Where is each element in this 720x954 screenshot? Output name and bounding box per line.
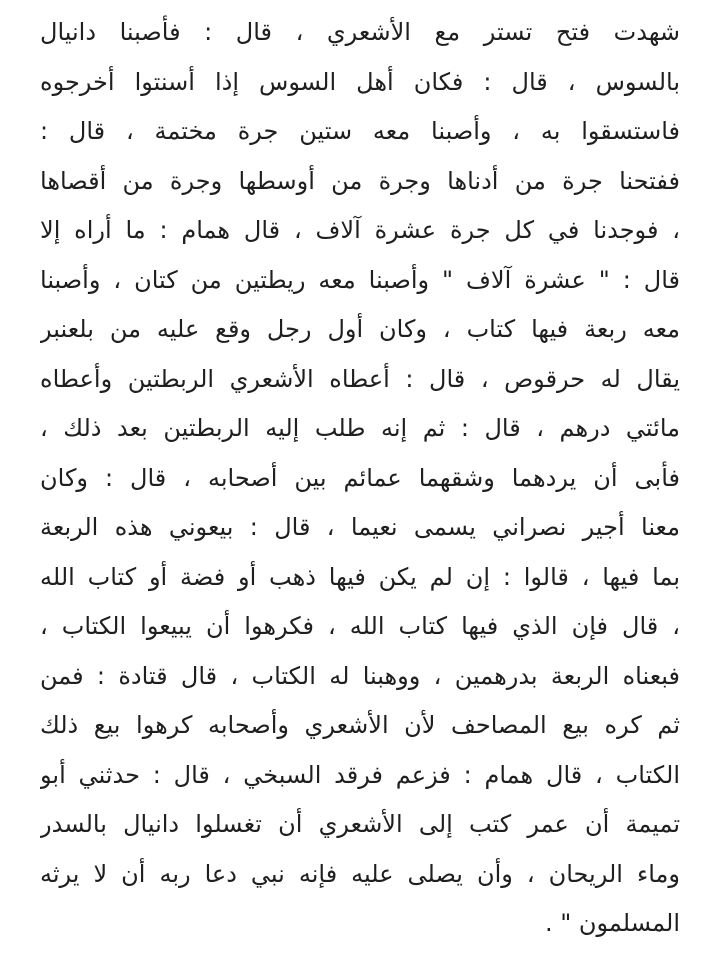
text-line-3: فاستسقوا به ، وأصبنا معه ستين جرة مختمة ، قال :: [40, 117, 680, 145]
text-line-12: بما فيها ، قالوا : إن لم يكن فيها ذهب أو فضة أو كتاب الله: [40, 562, 680, 591]
text-line-14: فبعناه الربعة بدرهمين ، ووهبنا له الكتاب ، قال قتادة : فمن: [40, 661, 680, 690]
text-line-19: المسلمون " .: [544, 909, 680, 937]
text-line-9: مائتي درهم ، قال : ثم إنه طلب إليه الربطتين بعد ذلك ،: [40, 414, 680, 442]
text-line-11: معنا أجير نصراني يسمى نعيما ، قال : بيعوني هذه الربعة: [40, 513, 680, 541]
text-line-2: بالسوس ، قال : فكان أهل السوس إذا أسنتوا أخرجوه: [40, 67, 680, 96]
text-line-13: ، قال فإن الذي فيها كتاب الله ، فكرهوا أن يبيعوا الكتاب ،: [40, 612, 680, 640]
text-line-6: قال : " عشرة آلاف " وأصبنا معه ريطتين من كتان ، وأصبنا: [40, 265, 680, 294]
text-line-1: شهدت فتح تستر مع الأشعري ، قال : فأصبنا دانيال: [40, 18, 680, 46]
text-line-8: يقال له حرقوص ، قال : أعطاه الأشعري الربطتين وأعطاه: [40, 364, 680, 393]
text-line-17: تميمة أن عمر كتب إلى الأشعري أن تغسلوا دانيال بالسدر: [40, 810, 680, 838]
text-line-4: ففتحنا جرة من أدناها وجرة من أوسطها وجرة من أقصاها: [40, 166, 680, 195]
text-line-10: فأبى أن يردهما وشقهما عمائم بين أصحابه ، قال : وكان: [40, 463, 680, 492]
text-line-7: معه ربعة فيها كتاب ، وكان أول رجل وقع عليه من بلعنبر: [40, 315, 680, 343]
arabic-text-block: [40, 8, 680, 949]
text-line-5: ، فوجدنا في كل جرة عشرة آلاف ، قال همام : ما أراه إلا: [40, 216, 680, 244]
text-line-16: الكتاب ، قال همام : فزعم فرقد السبخي ، قال : حدثني أبو: [40, 760, 680, 789]
text-line-18: وماء الريحان ، وأن يصلى عليه فإنه نبي دعا ربه أن لا يرثه: [40, 859, 680, 888]
text-line-15: ثم كره بيع المصاحف لأن الأشعري وأصحابه كرهوا بيع ذلك: [40, 711, 680, 739]
